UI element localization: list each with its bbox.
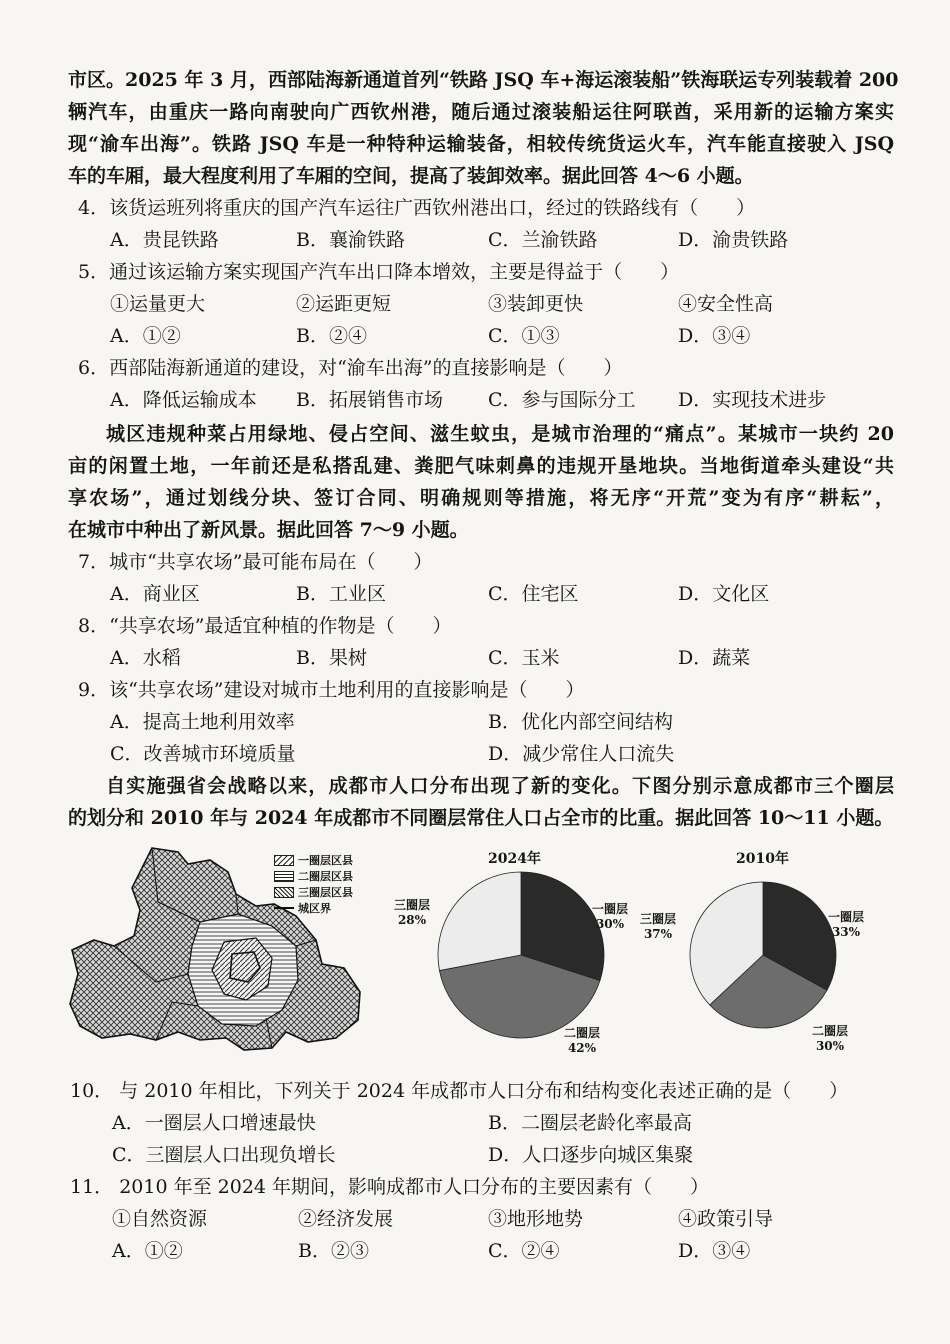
legend-label: 城区界 xyxy=(298,902,331,915)
legend-urban-boundary xyxy=(274,900,331,916)
para1-line-2: 辆汽车，由重庆一路向南驶向广西钦州港，随后通过滚装船运往阿联酋，采用新的运输方案实 xyxy=(68,101,894,123)
para3-line-1: 自实施强省会战略以来，成都市人口分布出现了新的变化。下图分别示意成都市三个圈层 xyxy=(106,775,894,797)
para1-line-4: 车的车厢，最大程度利用了车厢的空间，提高了装卸效率。据此回答 4～6 小题。 xyxy=(68,165,754,187)
q5-option-b: B．②④ xyxy=(296,325,367,347)
crosshatch-icon xyxy=(274,887,294,898)
q5-option-a: A．①② xyxy=(110,325,181,347)
para3-line-2: 的划分和 2010 年与 2024 年成都市不同圈层常住人口占全市的比重。据此回答 10～11 小题。 xyxy=(68,807,894,829)
boundary-line-icon xyxy=(274,907,294,909)
q9-option-b: B．优化内部空间结构 xyxy=(488,711,673,733)
legend-third-circle xyxy=(274,884,353,900)
q9-option-c: C．改善城市环境质量 xyxy=(110,743,296,765)
q8-option-d: D．蔬菜 xyxy=(678,647,751,669)
para1-line-3: 现“渝车出海”。铁路 JSQ 车是一种特种运输装备，相较传统货运火车，汽车能直接驶入 JSQ xyxy=(68,133,894,155)
q5-option-c: C．①③ xyxy=(488,325,560,347)
q5-item-4: ④安全性高 xyxy=(678,293,774,315)
para2-line-4: 在城市中种出了新风景。据此回答 7～9 小题。 xyxy=(68,519,469,541)
q7-option-c: C．住宅区 xyxy=(488,583,579,605)
q11-item-4: ④政策引导 xyxy=(678,1208,774,1230)
q5-item-1: ①运量更大 xyxy=(110,293,206,315)
q10-option-a: A．一圈层人口增速最快 xyxy=(112,1112,316,1134)
pie-2010-title: 2010年 xyxy=(736,851,789,867)
horizontal-hatch-icon xyxy=(274,871,294,882)
q4-option-a: A．贵昆铁路 xyxy=(110,229,219,251)
legend-label: 二圈层区县 xyxy=(298,870,353,883)
q4-option-c: C．兰渝铁路 xyxy=(488,229,598,251)
q10-option-c: C．三圈层人口出现负增长 xyxy=(112,1144,336,1166)
pie-2024-label-second: 二圈层 42% xyxy=(564,1026,601,1055)
q5-item-3: ③装卸更快 xyxy=(488,293,584,315)
para1-line-1: 市区。2025 年 3 月，西部陆海新通道首列“铁路 JSQ 车+海运滚装船”铁海联运专列装载着 200 xyxy=(68,69,899,91)
q11-option-b: B．②③ xyxy=(298,1240,369,1262)
q6-option-d: D．实现技术进步 xyxy=(678,389,827,411)
diagonal-hatch-icon xyxy=(274,855,294,866)
question-8-stem: 8．“共享农场”最适宜种植的作物是（ ） xyxy=(78,615,452,637)
para2-line-1: 城区违规种菜占用绿地、侵占空间、滋生蚊虫，是城市治理的“痛点”。某城市一块约 20 xyxy=(106,423,894,445)
pie-chart-2010 xyxy=(688,880,838,1030)
q9-option-a: A．提高土地利用效率 xyxy=(110,711,295,733)
q6-option-c: C．参与国际分工 xyxy=(488,389,636,411)
q10-option-b: B．二圈层老龄化率最高 xyxy=(488,1112,692,1134)
question-7-stem: 7．城市“共享农场”最可能布局在（ ） xyxy=(78,551,433,573)
q5-item-2: ②运距更短 xyxy=(296,293,392,315)
q9-option-d: D．减少常住人口流失 xyxy=(488,743,675,765)
q4-option-d: D．渝贵铁路 xyxy=(678,229,789,251)
pie-chart-2024 xyxy=(436,870,606,1040)
q11-item-2: ②经济发展 xyxy=(298,1208,394,1230)
q6-option-a: A．降低运输成本 xyxy=(110,389,257,411)
question-4-stem: 4．该货运班列将重庆的国产汽车运往广西钦州港出口，经过的铁路线有（ ） xyxy=(78,197,756,219)
para2-line-3: 享农场”，通过划线分块、签订合同、明确规则等措施，将无序“开荒”变为有序“耕耘”， xyxy=(68,487,894,509)
pie-slice-三圈层 xyxy=(438,872,521,971)
q10-option-d: D．人口逐步向城区集聚 xyxy=(488,1144,694,1166)
legend-first-circle xyxy=(274,852,353,868)
pie-2010-label-first: 一圈层 33% xyxy=(828,910,865,939)
question-9-stem: 9．该“共享农场”建设对城市土地利用的直接影响是（ ） xyxy=(78,679,585,701)
q8-option-b: B．果树 xyxy=(296,647,367,669)
q8-option-a: A．水稻 xyxy=(110,647,181,669)
question-5-stem: 5．通过该运输方案实现国产汽车出口降本增效，主要是得益于（ ） xyxy=(78,261,680,283)
legend-second-circle xyxy=(274,868,353,884)
legend-label: 一圈层区县 xyxy=(298,854,353,867)
pie-2024-label-first: 一圈层 30% xyxy=(592,902,629,931)
q11-option-d: D．③④ xyxy=(678,1240,751,1262)
q11-option-c: C．②④ xyxy=(488,1240,560,1262)
figure-chengdu xyxy=(60,842,900,1060)
q5-option-d: D．③④ xyxy=(678,325,751,347)
q6-option-b: B．拓展销售市场 xyxy=(296,389,443,411)
pie-2010-label-second: 二圈层 30% xyxy=(812,1024,849,1053)
q11-item-1: ①自然资源 xyxy=(112,1208,208,1230)
q8-option-c: C．玉米 xyxy=(488,647,560,669)
legend-label: 三圈层区县 xyxy=(298,886,353,899)
question-10-stem: 10． 与 2010 年相比，下列关于 2024 年成都市人口分布和结构变化表述正确的是（ ） xyxy=(70,1080,849,1102)
question-6-stem: 6．西部陆海新通道的建设，对“渝车出海”的直接影响是（ ） xyxy=(78,357,623,379)
pie-2024-title: 2024年 xyxy=(488,851,541,867)
q7-option-a: A．商业区 xyxy=(110,583,200,605)
q11-item-3: ③地形地势 xyxy=(488,1208,584,1230)
pie-2010-label-third: 三圈层 37% xyxy=(640,912,677,941)
q7-option-d: D．文化区 xyxy=(678,583,770,605)
q11-option-a: A．①② xyxy=(112,1240,183,1262)
pie-2024-label-third: 三圈层 28% xyxy=(394,898,431,927)
question-11-stem: 11． 2010 年至 2024 年期间，影响成都市人口分布的主要因素有（ ） xyxy=(70,1176,710,1198)
q7-option-b: B．工业区 xyxy=(296,583,386,605)
q4-option-b: B．襄渝铁路 xyxy=(296,229,405,251)
para2-line-2: 亩的闲置土地，一年前还是私搭乱建、粪肥气味刺鼻的违规开垦地块。当地街道牵头建设“共 xyxy=(68,455,894,477)
